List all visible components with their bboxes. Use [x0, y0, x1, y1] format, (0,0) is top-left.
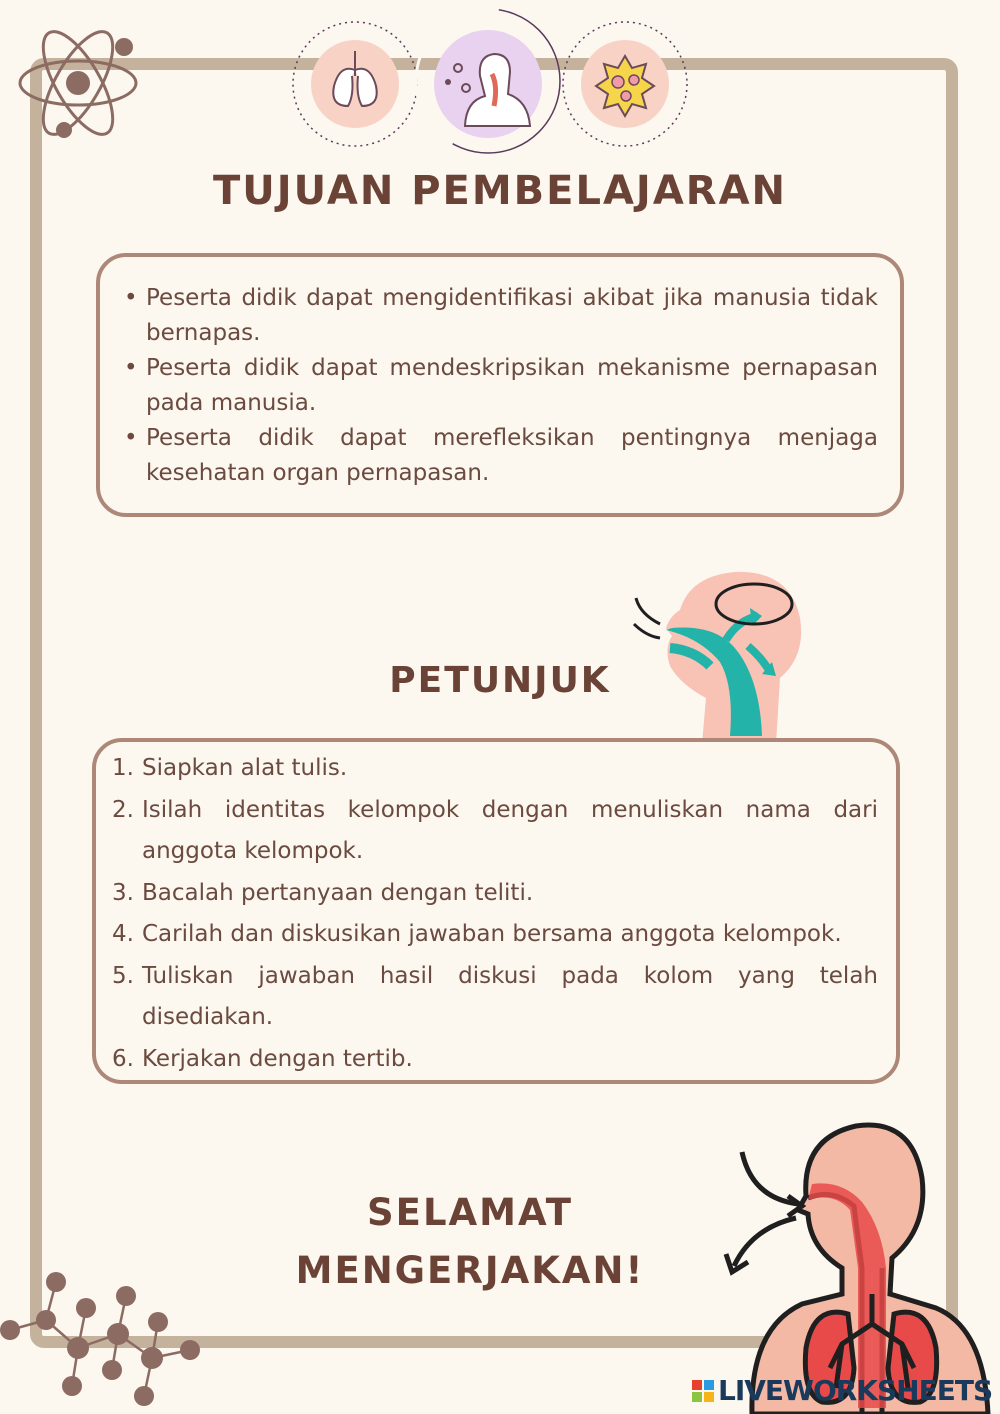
respiratory-system-icon	[722, 1118, 1000, 1414]
instruction-item: 2. Isilah identitas kelompok dengan menuliskan nama dari anggota kelompok.	[112, 796, 878, 864]
objective-item: • Peserta didik dapat mengidentifikasi akibat jika manusia tidak bernapas.	[124, 285, 878, 346]
instructions-box	[92, 738, 900, 1084]
title-tujuan-pembelajaran: TUJUAN PEMBELAJARAN	[212, 168, 788, 214]
head-airflow-icon	[630, 566, 810, 744]
title-petunjuk: PETUNJUK	[389, 660, 611, 701]
molecule-icon	[0, 1268, 210, 1414]
objectives-box	[96, 253, 904, 517]
objective-item: • Peserta didik dapat merefleksikan pentingnya menjaga kesehatan organ pernapasan.	[124, 425, 878, 486]
top-icons-group	[280, 6, 700, 156]
liveworksheets-logo-icon	[692, 1380, 714, 1402]
instruction-item: 5. Tuliskan jawaban hasil diskusi pada kolom yang telah disediakan.	[112, 962, 878, 1030]
instruction-item: 6. Kerjakan dengan tertib.	[112, 1045, 413, 1072]
atom-icon	[14, 28, 144, 140]
instruction-item: 1. Siapkan alat tulis.	[112, 755, 348, 781]
instructions-list	[112, 748, 878, 1080]
instruction-item: 4. Carilah dan diskusikan jawaban bersama anggota kelompok.	[112, 921, 842, 947]
objective-item: • Peserta didik dapat mendeskripsikan mekanisme pernapasan pada manusia.	[124, 355, 878, 416]
objectives-list	[118, 281, 878, 491]
watermark: LIVEWORKSHEETS	[692, 1374, 992, 1407]
instruction-item: 3. Bacalah pertanyaan dengan teliti.	[112, 879, 534, 906]
title-selamat-mengerjakan: SELAMAT MENGERJAKAN!	[295, 1191, 645, 1292]
